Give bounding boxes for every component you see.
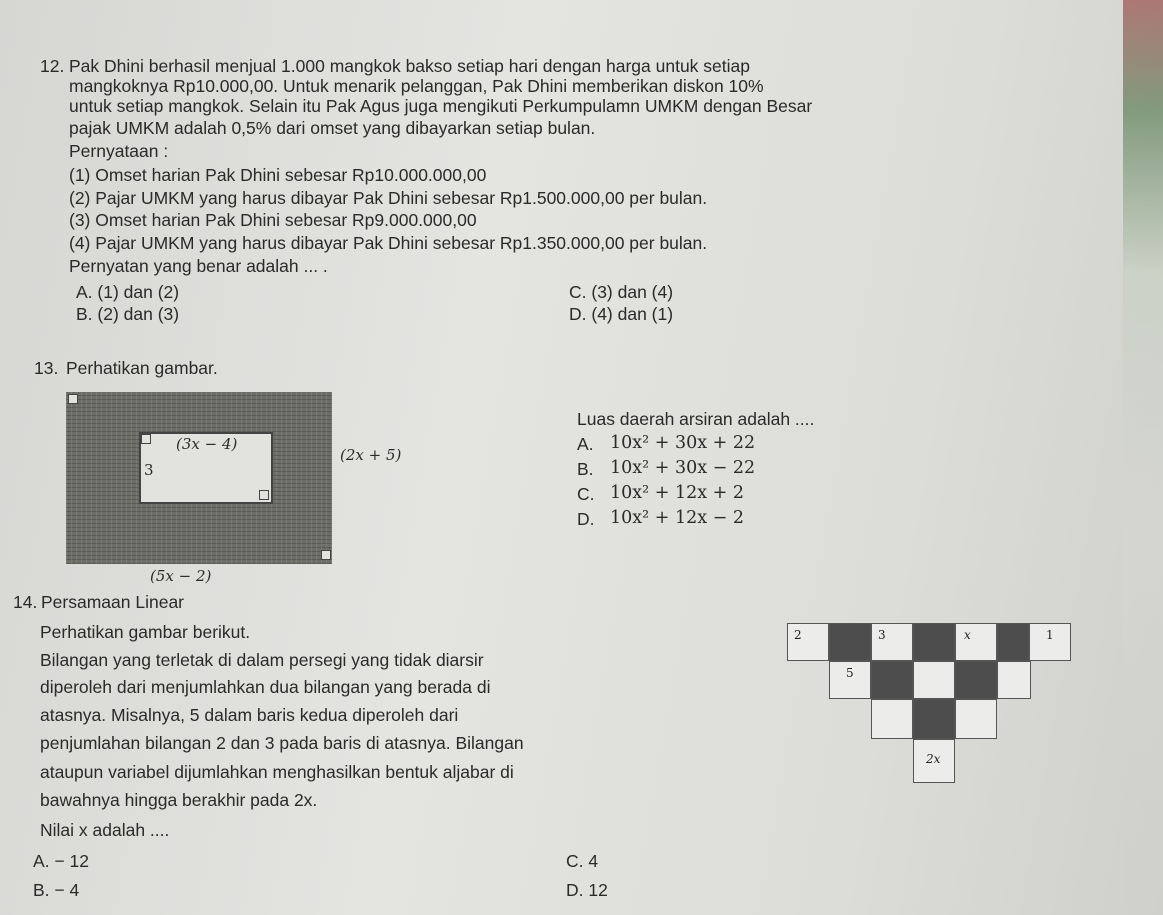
pyramid-cell-bottom: 2x <box>913 739 955 783</box>
label-outer-width: (5x − 2) <box>150 567 212 585</box>
q12-option-a[interactable]: A. (1) dan (2) <box>76 282 180 302</box>
q13-number: 13. <box>34 358 59 378</box>
q14-line-1: Perhatikan gambar berikut. <box>40 622 251 642</box>
q14-line-2: Bilangan yang terletak di dalam persegi yang tidak diarsir <box>40 650 484 670</box>
q12-statement-1: (1) Omset harian Pak Dhini sebesar Rp10.000.000,00 <box>69 165 487 185</box>
q13-option-c-letter[interactable]: C. <box>577 484 595 504</box>
q12-option-d[interactable]: D. (4) dan (1) <box>569 304 674 324</box>
right-angle-marker-icon <box>68 394 78 404</box>
q14-prompt: Nilai x adalah .... <box>40 820 170 840</box>
q13-option-b[interactable]: 10x² + 30x − 22 <box>610 458 756 478</box>
q13-option-c[interactable]: 10x² + 12x + 2 <box>610 483 745 503</box>
q14-line-3: diperoleh dari menjumlahkan dua bilangan yang berada di <box>40 677 491 697</box>
q14-option-b[interactable]: B. − 4 <box>33 880 80 900</box>
q12-option-b[interactable]: B. (2) dan (3) <box>76 304 180 324</box>
pyramid-cell-shaded <box>829 623 871 661</box>
pyramid-cell-shaded <box>913 699 955 739</box>
q12-line-1: Pak Dhini berhasil menjual 1.000 mangkok bakso setiap hari dengan harga untuk setiap <box>69 56 750 76</box>
pyramid-cell: 3 <box>871 623 913 661</box>
q12-statement-2: (2) Pajar UMKM yang harus dibayar Pak Dhini sebesar Rp1.500.000,00 per bulan. <box>69 188 708 208</box>
pyramid-cell: 5 <box>829 661 871 699</box>
q14-line-4: atasnya. Misalnya, 5 dalam baris kedua diperoleh dari <box>40 705 459 725</box>
q12-line-4: pajak UMKM adalah 0,5% dari omset yang dibayarkan setiap bulan. <box>69 118 596 138</box>
q12-line-3: untuk setiap mangkok. Selain itu Pak Agus juga mengikuti Perkumpulamn UMKM dengan Besar <box>69 96 813 116</box>
q12-option-c[interactable]: C. (3) dan (4) <box>569 282 674 302</box>
right-angle-marker-icon <box>321 550 331 560</box>
q14-option-d[interactable]: D. 12 <box>566 880 608 900</box>
right-angle-marker-icon <box>141 434 151 444</box>
q13-prompt: Luas daerah arsiran adalah .... <box>577 409 815 429</box>
pyramid-cell: 2 <box>787 623 829 661</box>
label-inner-height: 3 <box>144 461 154 479</box>
q14-option-c[interactable]: C. 4 <box>566 851 599 871</box>
q13-option-a[interactable]: 10x² + 30x + 22 <box>610 433 756 453</box>
pyramid-cell-shaded <box>871 661 913 699</box>
pyramid-cell-shaded <box>997 623 1029 661</box>
q14-line-5: penjumlahan bilangan 2 dan 3 pada baris di atasnya. Bilangan <box>40 733 524 753</box>
pyramid-cell <box>913 661 955 699</box>
q12-number: 12. <box>40 56 65 76</box>
q13-option-a-letter[interactable]: A. <box>577 434 594 454</box>
page-edge-background <box>1123 0 1163 915</box>
q14-line-7: bawahnya hingga berakhir pada 2x. <box>40 790 318 810</box>
q12-statements-title: Pernyataan : <box>69 141 169 161</box>
q13-option-d-letter[interactable]: D. <box>577 509 595 529</box>
q13-option-d[interactable]: 10x² + 12x − 2 <box>610 508 745 528</box>
pyramid-cell: 1 <box>1029 623 1071 661</box>
q12-statement-3: (3) Omset harian Pak Dhini sebesar Rp9.000.000,00 <box>69 210 477 230</box>
pyramid-cell <box>997 661 1031 699</box>
right-angle-marker-icon <box>259 490 269 500</box>
q14-option-a[interactable]: A. − 12 <box>33 851 89 871</box>
pyramid-cell-shaded <box>913 623 955 661</box>
pyramid-cell-shaded <box>955 661 997 699</box>
q14-number: 14. <box>13 592 38 612</box>
q14-title: Persamaan Linear <box>41 592 184 612</box>
q12-prompt: Pernyatan yang benar adalah ... . <box>69 256 328 276</box>
q14-line-6: ataupun variabel dijumlahkan menghasilkan bentuk aljabar di <box>40 762 514 782</box>
q13-title: Perhatikan gambar. <box>66 358 218 378</box>
q12-line-2: mangkoknya Rp10.000,00. Untuk menarik pelanggan, Pak Dhini memberikan diskon 10% <box>69 76 764 96</box>
label-outer-height: (2x + 5) <box>340 446 402 464</box>
pyramid-cell <box>955 699 997 739</box>
label-inner-width: (3x − 4) <box>176 435 238 453</box>
pyramid-cell: x <box>955 623 997 661</box>
q13-option-b-letter[interactable]: B. <box>577 459 594 479</box>
pyramid-cell <box>871 699 913 739</box>
q12-statement-4: (4) Pajar UMKM yang harus dibayar Pak Dhini sebesar Rp1.350.000,00 per bulan. <box>69 233 708 253</box>
